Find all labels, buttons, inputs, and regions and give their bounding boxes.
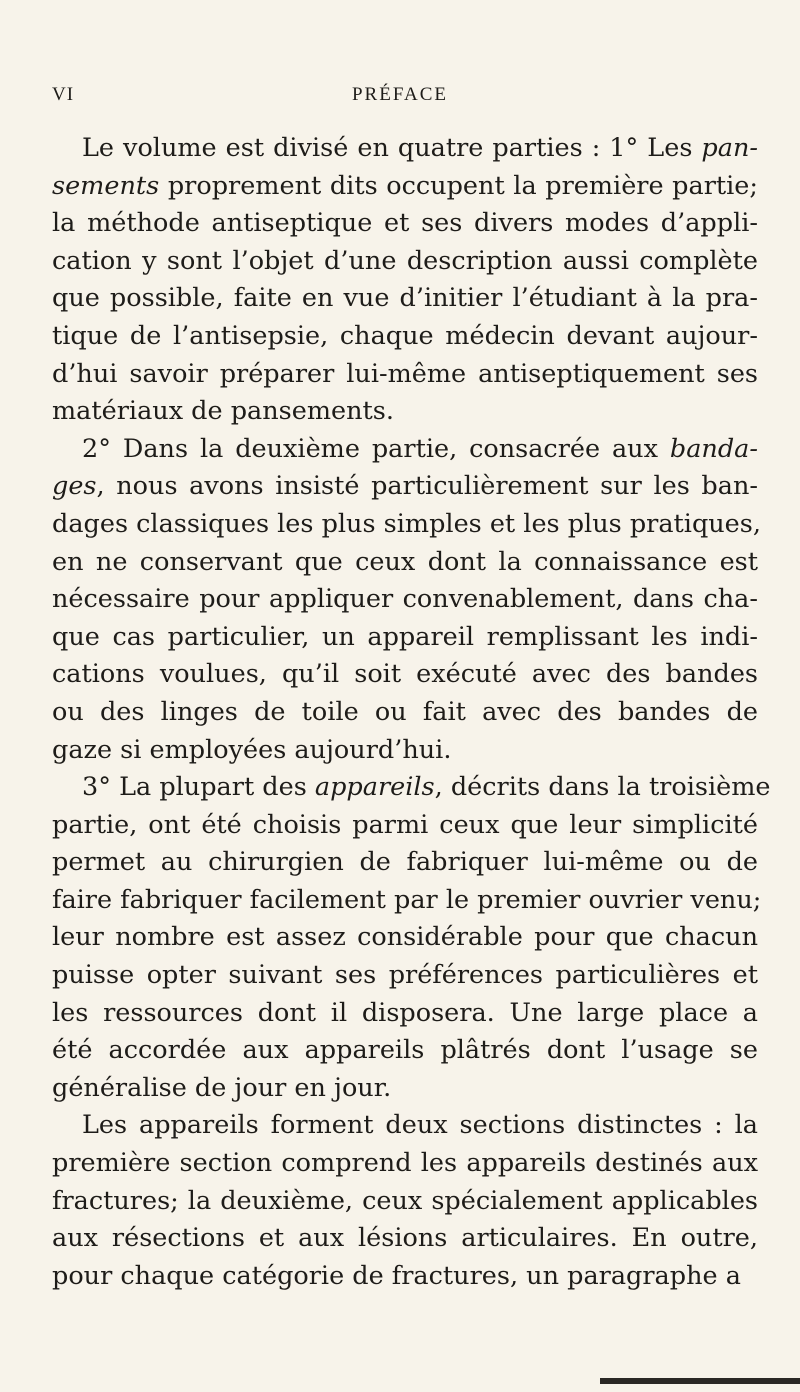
text-line — [52, 995, 758, 1033]
text-line — [52, 732, 758, 770]
text-run: gaze si employées aujourd’hui. — [52, 734, 452, 765]
text-line — [52, 1258, 758, 1296]
text-line — [52, 807, 758, 845]
text-line — [52, 243, 758, 281]
text-line — [52, 205, 758, 243]
text-run: aux résections et aux lésions articulaires. En outre, — [52, 1223, 758, 1254]
text-line — [52, 130, 758, 168]
text-line — [52, 544, 758, 582]
running-head — [52, 84, 748, 114]
italic-term: banda- — [669, 433, 758, 464]
text-run: , nous avons insisté particulièrement sur les ban- — [96, 471, 758, 502]
text-run: partie, ont été choisis parmi ceux que leur simplicité — [52, 809, 758, 840]
text-line — [52, 1145, 758, 1183]
text-run: en ne conservant que ceux dont la connaissance est — [52, 546, 758, 577]
text-line — [52, 1032, 758, 1070]
text-run: la méthode antiseptique et ses divers modes d’appli- — [52, 208, 758, 239]
text-line — [52, 280, 758, 318]
text-run: , décrits dans la troisième — [434, 772, 771, 803]
text-run: que cas particulier, un appareil remplissant les indi- — [52, 621, 758, 652]
text-run: cation y sont l’objet d’une description aussi complète — [52, 245, 758, 276]
text-run: 2° Dans la deuxième partie, consacrée aux — [82, 433, 670, 464]
text-line — [52, 393, 758, 431]
text-line — [52, 694, 758, 732]
text-line — [52, 619, 758, 657]
page-number: VI — [52, 84, 75, 105]
text-run: proprement dits occupent la première partie; — [159, 170, 758, 201]
text-line — [52, 468, 758, 506]
text-run: 3° La plupart des — [82, 772, 315, 803]
text-line — [52, 1183, 758, 1221]
text-run: cations voulues, qu’il soit exécuté avec des bandes — [52, 659, 758, 690]
text-line — [52, 919, 758, 957]
text-run: les ressources dont il disposera. Une large place a — [52, 997, 758, 1028]
page-edge-rule — [600, 1378, 800, 1384]
text-line — [52, 506, 761, 544]
text-run: première section comprend les appareils destinés aux — [52, 1148, 758, 1179]
text-line — [52, 957, 758, 995]
text-run: pour chaque catégorie de fractures, un paragraphe a — [52, 1260, 741, 1291]
text-run: matériaux de pansements. — [52, 396, 394, 427]
italic-term: sements — [52, 170, 160, 201]
text-run: été accordée aux appareils plâtrés dont l’usage se — [52, 1035, 758, 1066]
text-line — [52, 318, 758, 356]
text-line — [52, 1220, 758, 1258]
text-run: fractures; la deuxième, ceux spécialement applicables — [52, 1185, 758, 1216]
text-line — [52, 168, 758, 206]
body-text — [52, 130, 771, 1295]
text-run: tique de l’antisepsie, chaque médecin devant aujour- — [52, 320, 758, 351]
text-line — [52, 431, 758, 469]
text-run: généralise de jour en jour. — [52, 1072, 392, 1103]
text-run: d’hui savoir préparer lui-même antiseptiquement ses — [52, 358, 758, 389]
paragraph — [52, 769, 771, 1107]
text-line — [52, 356, 758, 394]
text-run: faire fabriquer facilement par le premier ouvrier venu; — [52, 884, 762, 915]
text-run: ou des linges de toile ou fait avec des bandes de — [52, 696, 758, 727]
text-run: dages classiques les plus simples et les plus pratiques, — [52, 508, 761, 539]
text-line — [52, 769, 771, 807]
running-title: PRÉFACE — [351, 84, 448, 105]
text-line — [52, 1070, 758, 1108]
text-line — [52, 844, 758, 882]
paragraph — [52, 1107, 758, 1295]
text-run: que possible, faite en vue d’initier l’étudiant à la pra- — [52, 283, 758, 314]
text-line — [52, 882, 762, 920]
text-run: permet au chirurgien de fabriquer lui-même ou de — [52, 847, 758, 878]
text-run: leur nombre est assez considérable pour que chacun — [52, 922, 758, 953]
text-run: nécessaire pour appliquer convenablement, dans cha- — [52, 584, 758, 615]
paragraph — [52, 130, 758, 431]
italic-term: pan- — [701, 133, 758, 163]
paragraph — [52, 431, 761, 769]
text-line — [52, 581, 758, 619]
italic-term: appareils — [314, 772, 435, 803]
text-line — [52, 656, 758, 694]
text-run: Le volume est divisé en quatre parties : 1° Les — [82, 133, 702, 163]
text-run: puisse opter suivant ses préférences particulières et — [52, 960, 758, 991]
text-run: Les appareils forment deux sections distinctes : la — [82, 1110, 758, 1141]
text-line — [52, 1107, 758, 1145]
italic-term: ges — [52, 471, 97, 502]
